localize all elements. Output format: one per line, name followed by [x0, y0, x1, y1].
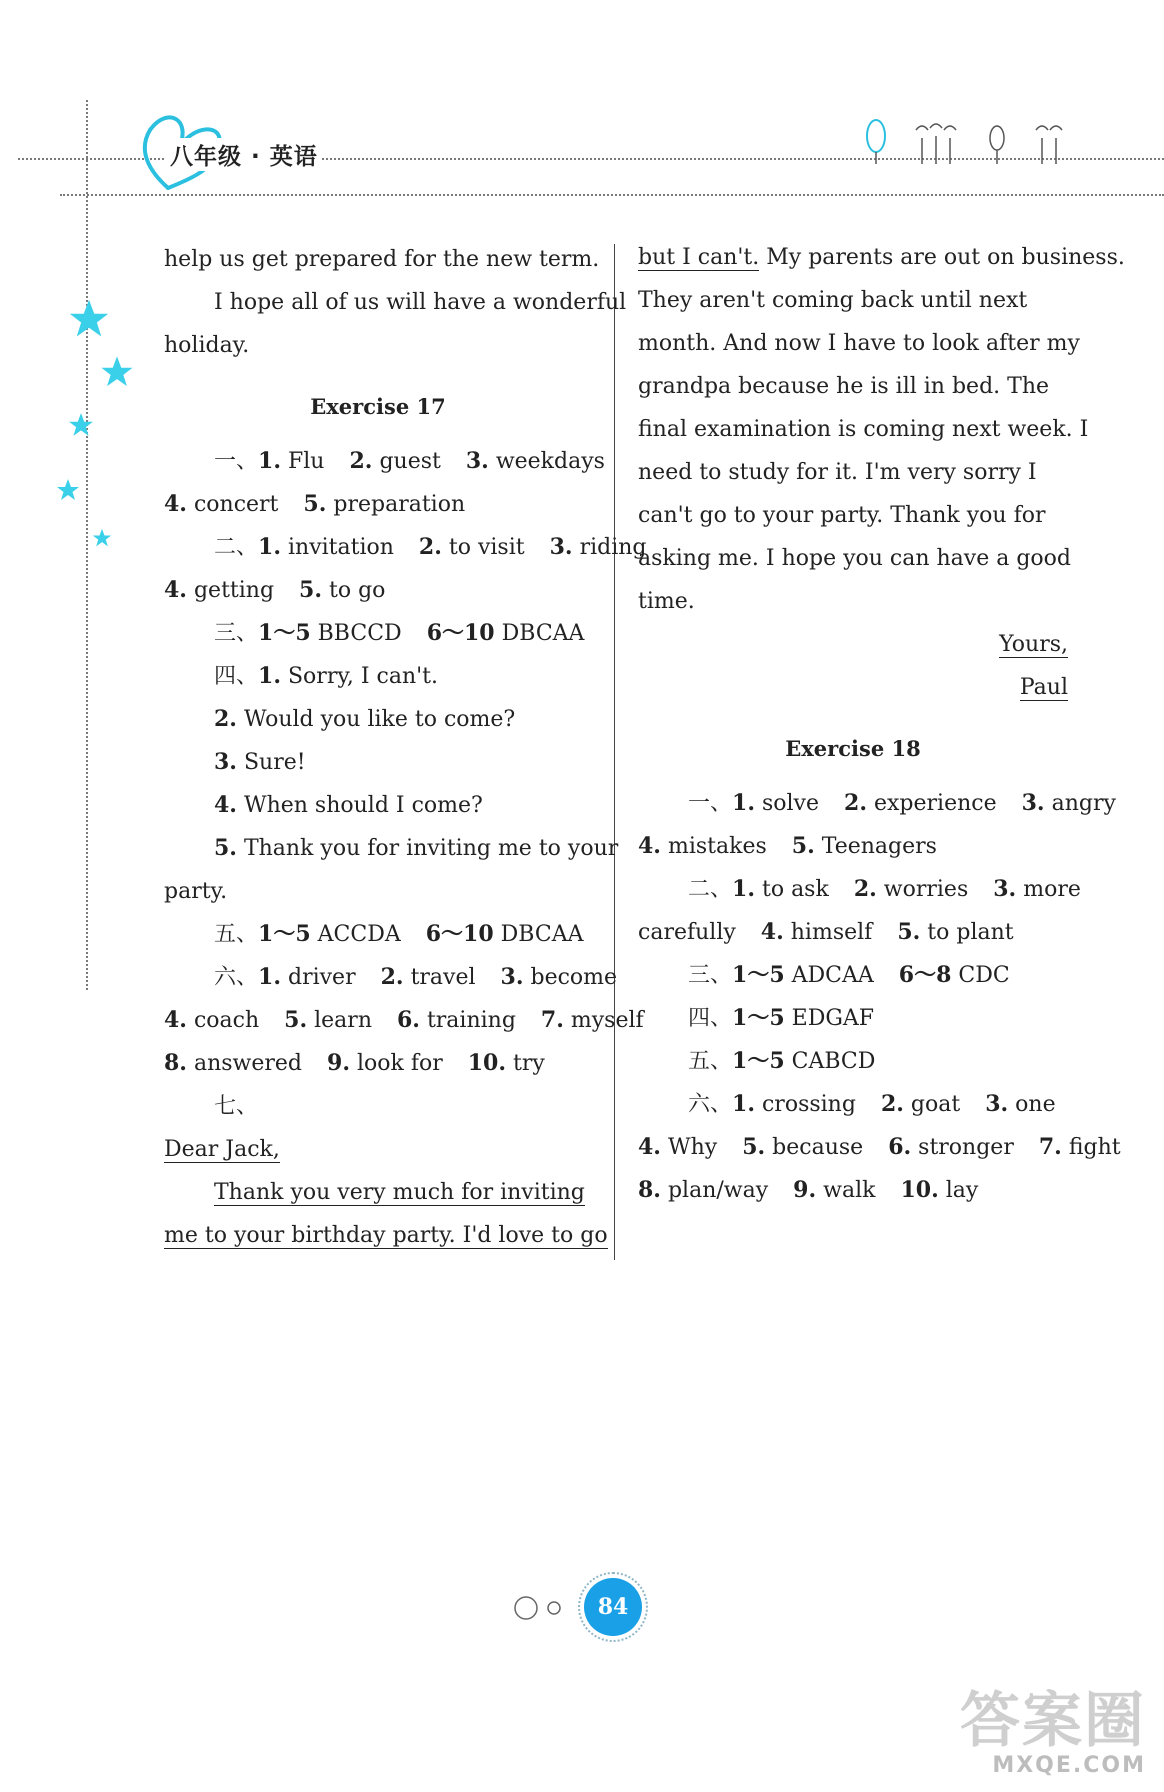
letter-line: but I can't. My parents are out on business.: [638, 245, 1125, 270]
ex17-section-6: 六、1. driver 2. travel 3. become: [214, 964, 618, 990]
ex18-section-1: 一、1. solve 2. experience 3. angry: [688, 790, 1116, 816]
ex17-section-4-4: 4. When should I come?: [214, 792, 483, 818]
letter-line: me to your birthday party. I'd love to go: [164, 1223, 608, 1248]
ex18-section-6: 六、1. crossing 2. goat 3. one: [688, 1091, 1056, 1117]
exercise-18-heading: Exercise 18: [785, 736, 921, 761]
ex17-section-4-3: 3. Sure!: [214, 749, 306, 775]
ex17-section-4-1: 四、1. Sorry, I can't.: [214, 663, 438, 689]
letter-greeting: Dear Jack,: [164, 1137, 280, 1162]
ex17-section-6-cont2: 8. answered 9. look for 10. try: [164, 1050, 545, 1076]
plant-decoration-icon: [862, 118, 1082, 166]
watermark-logo: [960, 1686, 1146, 1778]
exercise-17-heading: Exercise 17: [310, 394, 446, 419]
column-divider: [614, 244, 615, 1260]
ex18-section-2: 二、1. to ask 2. worries 3. more: [688, 876, 1081, 902]
left-column: [164, 238, 647, 1257]
ex17-section-5: 五、1～5 ACCDA 6～10 DBCAA: [214, 921, 584, 947]
right-column: [638, 236, 1125, 1212]
star-icon: [56, 478, 80, 502]
ex17-section-4-5: 5. Thank you for inviting me to your: [214, 835, 619, 861]
letter-closing: Yours,: [999, 632, 1068, 657]
ex17-section-1: 一、1. Flu 2. guest 3. weekdays: [214, 448, 605, 474]
star-icon: [68, 412, 94, 438]
ex17-section-6-cont: 4. coach 5. learn 6. training 7. myself: [164, 1007, 644, 1033]
letter-signature: Paul: [1019, 675, 1068, 700]
ex17-section-2-cont: 4. getting 5. to go: [164, 577, 386, 603]
letter-line: month. And now I have to look after my: [638, 331, 1080, 356]
letter-line: time.: [638, 589, 695, 614]
letter-line: They aren't coming back until next: [638, 288, 1028, 313]
letter-line: need to study for it. I'm very sorry I: [638, 460, 1037, 485]
ex18-section-3: 三、1～5 ADCAA 6～8 CDC: [688, 962, 1010, 988]
ex17-section-4-5-cont: party.: [164, 879, 228, 904]
book-title: 八年级 · 英语: [166, 138, 322, 171]
ex18-section-6-cont2: 8. plan/way 9. walk 10. lay: [638, 1177, 979, 1203]
ex17-section-7: 七、: [214, 1094, 259, 1119]
text-line: help us get prepared for the new term.: [164, 247, 600, 272]
header-dotted-line-bottom: [60, 194, 1164, 196]
ex18-section-6-cont: 4. Why 5. because 6. stronger 7. fight: [638, 1134, 1121, 1160]
ex17-section-1-cont: 4. concert 5. preparation: [164, 491, 466, 517]
watermark-url: MXQE.COM: [992, 1753, 1146, 1778]
ex18-section-2-cont: carefully 4. himself 5. to plant: [638, 919, 1014, 945]
star-icon: [100, 355, 134, 389]
page-number-decoration-icon: [512, 1578, 582, 1638]
star-icon: [92, 528, 112, 548]
text-line: holiday.: [164, 333, 250, 358]
ex17-section-2: 二、1. invitation 2. to visit 3. riding: [214, 534, 647, 560]
letter-line: can't go to your party. Thank you for: [638, 503, 1046, 528]
ex17-section-3: 三、1～5 BBCCD 6～10 DBCAA: [214, 620, 585, 646]
watermark-text: 答案圈: [960, 1686, 1146, 1756]
letter-line: Thank you very much for inviting: [214, 1180, 585, 1205]
letter-line: final examination is coming next week. I: [638, 417, 1089, 442]
letter-line: grandpa because he is ill in bed. The: [638, 374, 1050, 399]
text-line: I hope all of us will have a wonderful: [214, 290, 627, 315]
ex18-section-1-cont: 4. mistakes 5. Teenagers: [638, 833, 937, 859]
star-icon: [68, 298, 110, 340]
margin-dotted-line: [86, 100, 88, 990]
ex18-section-5: 五、1～5 CABCD: [688, 1048, 876, 1074]
ex18-section-4: 四、1～5 EDGAF: [688, 1005, 875, 1031]
ex17-section-4-2: 2. Would you like to come?: [214, 706, 516, 732]
page-number: 84: [584, 1578, 642, 1636]
letter-line: asking me. I hope you can have a good: [638, 546, 1072, 571]
